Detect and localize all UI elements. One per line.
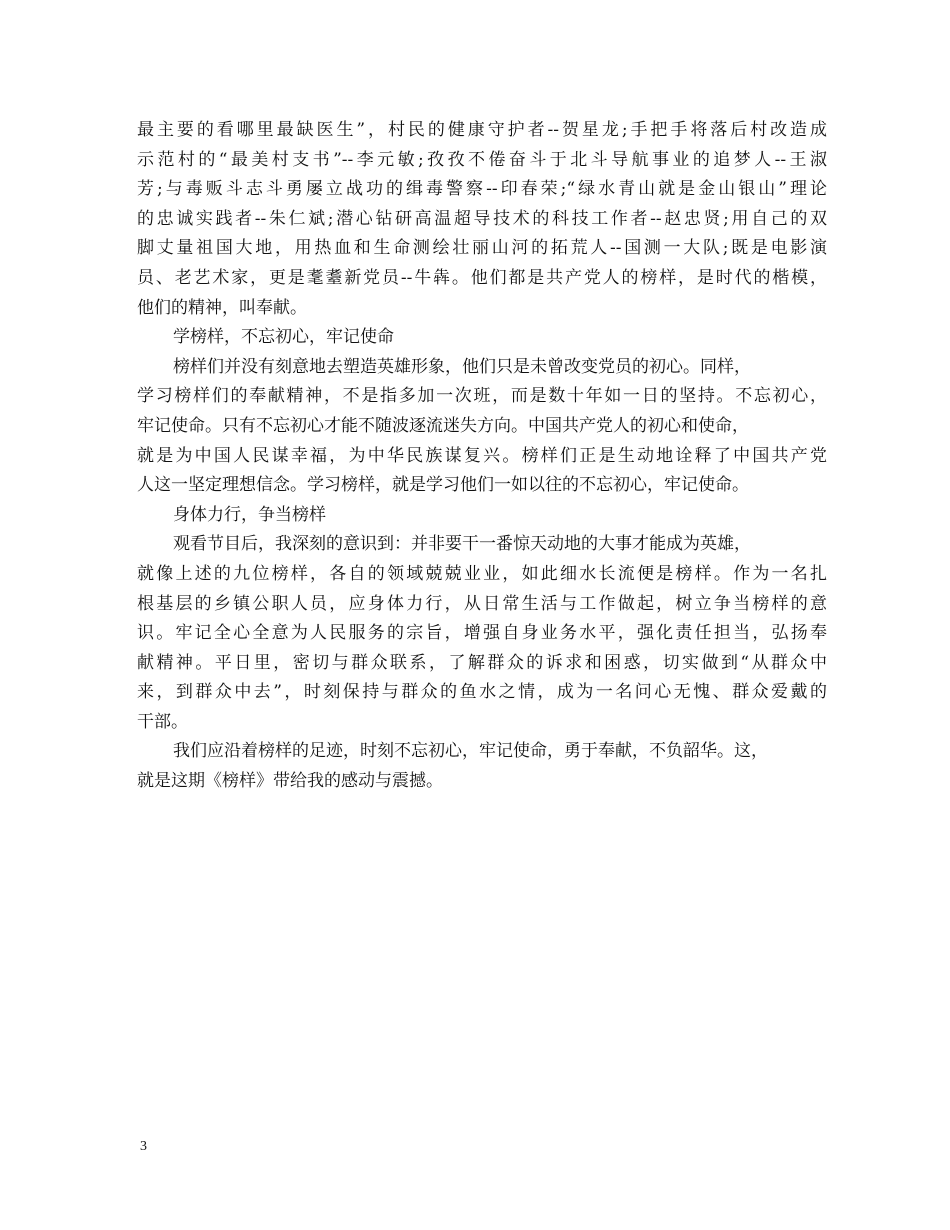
- text-line: 就像上述的九位榜样，各自的领域兢兢业业，如此细水长流便是榜样。作为一名扎: [137, 563, 827, 584]
- text-line: 根基层的乡镇公职人员，应身体力行，从日常生活与工作做起，树立争当榜样的意: [137, 593, 827, 614]
- text-line: 干部。: [137, 711, 188, 732]
- text-line: 员、老艺术家，更是耄耋新党员--牛犇。他们都是共产党人的榜样，是时代的楷模，: [137, 267, 827, 288]
- text-line: 他们的精神，叫奉献。: [137, 297, 307, 318]
- section-heading: 学榜样，不忘初心，牢记使命: [173, 327, 394, 348]
- text-line: 我们应沿着榜样的足迹，时刻不忘初心，牢记使命，勇于奉献，不负韶华。这，: [173, 741, 768, 762]
- text-line: 就是这期《榜样》带给我的感动与震撼。: [137, 771, 443, 792]
- text-line: 示范村的“最美村支书”--李元敏;孜孜不倦奋斗于北斗导航事业的追梦人--王淑: [137, 149, 827, 170]
- section-heading: 身体力行，争当榜样: [173, 504, 326, 525]
- text-line: 芳;与毒贩斗志斗勇屡立战功的缉毒警察--印春荣;“绿水青山就是金山银山”理论: [137, 179, 827, 200]
- text-line: 榜样们并没有刻意地去塑造英雄形象，他们只是未曾改变党员的初心。同样，: [173, 356, 751, 377]
- document-body: [137, 116, 827, 797]
- text-line: 就是为中国人民谋幸福，为中华民族谋复兴。榜样们正是生动地诠释了中国共产党: [137, 445, 827, 466]
- text-line: 献精神。平日里，密切与群众联系，了解群众的诉求和困惑，切实做到“从群众中: [137, 652, 827, 673]
- text-line: 学习榜样们的奉献精神，不是指多加一次班，而是数十年如一日的坚持。不忘初心，: [137, 386, 827, 407]
- text-line: 牢记使命。只有不忘初心才能不随波逐流迷失方向。中国共产党人的初心和使命，: [137, 415, 749, 436]
- text-line: 脚丈量祖国大地，用热血和生命测绘壮丽山河的拓荒人--国测一大队;既是电影演: [137, 238, 827, 259]
- text-line: 人这一坚定理想信念。学习榜样，就是学习他们一如以往的不忘初心，牢记使命。: [137, 475, 749, 496]
- text-line: 最主要的看哪里最缺医生”，村民的健康守护者--贺星龙;手把手将落后村改造成: [137, 120, 827, 140]
- text-line: 识。牢记全心全意为人民服务的宗旨，增强自身业务水平，强化责任担当，弘扬奉: [137, 623, 827, 644]
- page-number: 3: [140, 1139, 147, 1154]
- text-line: 来，到群众中去”，时刻保持与群众的鱼水之情，成为一名问心无愧、群众爱戴的: [137, 682, 827, 703]
- text-line: 观看节目后，我深刻的意识到：并非要干一番惊天动地的大事才能成为英雄，: [173, 534, 751, 555]
- text-line: 的忠诚实践者--朱仁斌;潜心钻研高温超导技术的科技工作者--赵忠贤;用自己的双: [137, 208, 827, 229]
